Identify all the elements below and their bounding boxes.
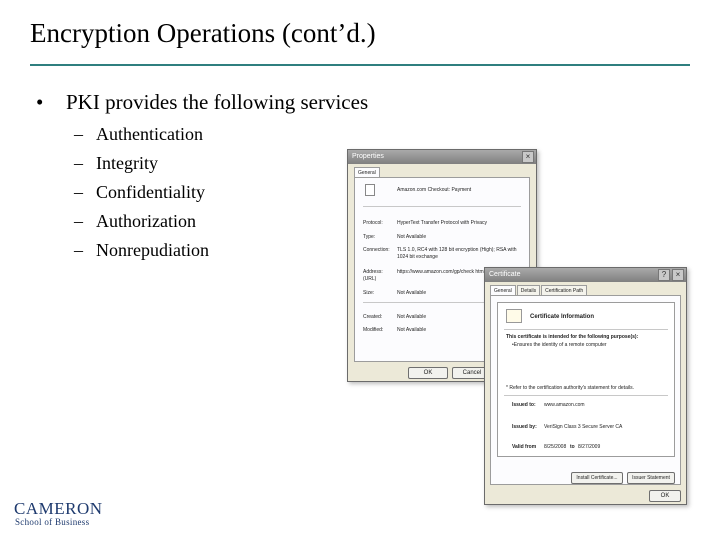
service-nonrepudiation: Nonrepudiation bbox=[96, 240, 209, 260]
protocol-value: HyperText Transfer Protocol with Privacy bbox=[397, 220, 488, 226]
close-icon[interactable]: × bbox=[672, 269, 684, 281]
valid-to-label: to bbox=[570, 444, 575, 450]
divider bbox=[504, 329, 668, 330]
created-label: Created: bbox=[363, 314, 383, 320]
dash-marker: – bbox=[74, 211, 83, 231]
install-certificate-button[interactable]: Install Certificate... bbox=[571, 472, 623, 484]
dash-marker: – bbox=[74, 153, 83, 173]
certificate-title: Certificate bbox=[489, 271, 521, 278]
certificate-info-box bbox=[497, 302, 675, 457]
certificate-panel bbox=[490, 295, 681, 485]
list-item bbox=[74, 124, 209, 153]
list-item bbox=[74, 211, 209, 240]
tab-general[interactable]: General bbox=[490, 285, 516, 297]
tab-general[interactable]: General bbox=[354, 167, 380, 179]
issued-to-value: www.amazon.com bbox=[544, 402, 585, 408]
issued-to-label: Issued to: bbox=[512, 402, 536, 408]
purpose-item: •Ensures the identity of a remote computer bbox=[512, 342, 607, 348]
valid-to-value: 8/27/2009 bbox=[578, 444, 601, 450]
address-value: https://www.amazon.com/gp/check htm bbox=[397, 269, 484, 275]
connection-label: Connection: bbox=[363, 247, 390, 253]
page-icon bbox=[365, 184, 375, 196]
ok-button[interactable]: OK bbox=[649, 490, 681, 502]
size-value: Not Available bbox=[397, 290, 427, 296]
connection-value: TLS 1.0, RC4 with 128 bit encryption (High); RSA with 1024 bit exchange bbox=[397, 247, 517, 260]
created-value: Not Available bbox=[397, 314, 427, 320]
properties-title: Properties bbox=[352, 153, 384, 160]
valid-from-value: 8/25/2008 bbox=[544, 444, 567, 450]
size-label: Size: bbox=[363, 290, 375, 296]
list-item bbox=[74, 240, 209, 269]
dash-marker: – bbox=[74, 182, 83, 202]
certificate-info-heading: Certificate Information bbox=[530, 314, 595, 320]
type-value: Not Available bbox=[397, 234, 427, 240]
page-name: Amazon.com Checkout: Payment bbox=[397, 187, 472, 193]
bullet-marker: • bbox=[36, 90, 44, 114]
tab-details[interactable]: Details bbox=[517, 285, 540, 297]
purpose-heading: This certificate is intended for the following purpose(s): bbox=[506, 334, 639, 340]
issued-by-value: VeriSign Class 3 Secure Server CA bbox=[544, 424, 623, 430]
modified-value: Not Available bbox=[397, 327, 427, 333]
issued-by-label: Issued by: bbox=[512, 424, 537, 430]
cancel-button[interactable]: Cancel bbox=[452, 367, 492, 379]
help-icon[interactable]: ? bbox=[658, 269, 670, 281]
tab-certification-path[interactable]: Certification Path bbox=[541, 285, 587, 297]
ok-button[interactable]: OK bbox=[408, 367, 448, 379]
dash-marker: – bbox=[74, 240, 83, 260]
services-list bbox=[74, 124, 209, 269]
list-item bbox=[74, 153, 209, 182]
modified-label: Modified: bbox=[363, 327, 384, 333]
address-label: Address: (URL) bbox=[363, 269, 383, 282]
service-confidentiality: Confidentiality bbox=[96, 182, 205, 202]
valid-label: Valid from bbox=[512, 444, 537, 450]
close-icon[interactable]: × bbox=[522, 151, 534, 163]
service-authentication: Authentication bbox=[96, 124, 203, 144]
refer-note: * Refer to the certification authority's statement for details. bbox=[506, 385, 634, 391]
divider bbox=[363, 206, 521, 207]
main-bullet bbox=[36, 90, 368, 115]
dash-marker: – bbox=[74, 124, 83, 144]
certificate-icon bbox=[506, 309, 522, 323]
issuer-statement-button[interactable]: Issuer Statement bbox=[627, 472, 675, 484]
service-integrity: Integrity bbox=[96, 153, 158, 173]
cameron-logo: CAMERON bbox=[14, 499, 103, 518]
slide-title: Encryption Operations (cont’d.) bbox=[30, 18, 376, 48]
certificate-titlebar bbox=[485, 268, 686, 282]
type-label: Type: bbox=[363, 234, 376, 240]
service-authorization: Authorization bbox=[96, 211, 196, 231]
certificate-dialog bbox=[484, 267, 687, 505]
bullet-text: PKI provides the following services bbox=[66, 90, 369, 114]
divider bbox=[504, 395, 668, 396]
protocol-label: Protocol: bbox=[363, 220, 383, 226]
list-item bbox=[74, 182, 209, 211]
properties-titlebar bbox=[348, 150, 536, 164]
title-divider bbox=[30, 64, 690, 66]
school-of-business-logo: School of Business bbox=[15, 517, 90, 527]
